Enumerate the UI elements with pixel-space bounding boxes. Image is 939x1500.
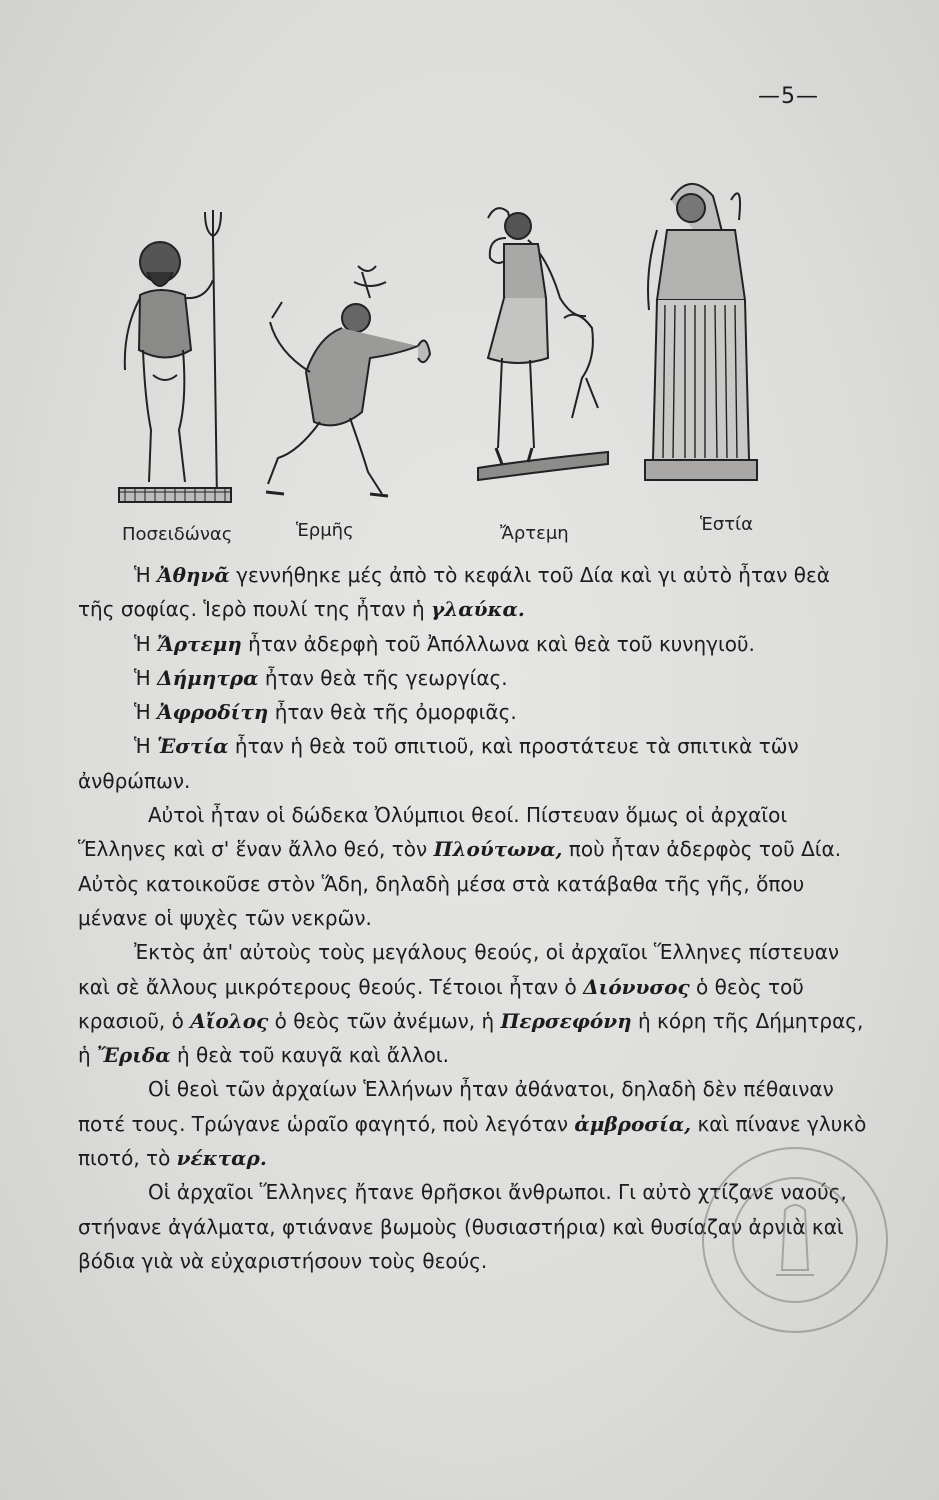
highlighted-term: Πλούτωνα,: [433, 837, 563, 862]
text-run: καὶ πίνανε γλυκὸ πιοτό, τὸ: [78, 1111, 867, 1171]
figure-caption-artemis: Ἄρτεμη: [500, 523, 569, 544]
paragraph-demeter: [78, 661, 868, 695]
paragraph-minor-gods: [78, 935, 868, 1072]
paragraph-olympians: [78, 798, 868, 935]
highlighted-term: Διόνυσος: [583, 974, 690, 999]
figure-caption-hermes: Ἑρμῆς: [296, 520, 354, 541]
text-run: Οἱ θεοὶ τῶν ἀρχαίων Ἑλλήνων ἦταν ἀθάνατοι, δηλαδὴ δὲν πέθαιναν ποτέ τους. Τρώγανε ὡραῖο φαγητό, ποὺ λεγόταν: [78, 1077, 834, 1136]
highlighted-term: Δήμητρα: [157, 665, 259, 690]
poseidon-illustration: [105, 200, 245, 510]
hermes-illustration: [258, 262, 448, 502]
highlighted-term: Περσεφόνη: [500, 1008, 632, 1033]
highlighted-term: Αἴολος: [190, 1008, 269, 1033]
text-run: Αὐτοὶ ἦταν οἱ δώδεκα Ὀλύμπιοι θεοί. Πίστευαν ὅμως οἱ ἀρχαῖοι Ἕλληνες καὶ σ' ἕναν ἄλλο θεό, τὸν: [78, 803, 788, 862]
text-run: Ἡ: [134, 563, 158, 587]
artemis-illustration: [468, 198, 618, 503]
paragraph-hestia: [78, 729, 868, 798]
figure-caption-hestia: Ἑστία: [700, 514, 753, 535]
text-run: ἦταν θεὰ τῆς ὀμορφιᾶς.: [268, 700, 517, 725]
highlighted-term: ἀμβροσία,: [574, 1111, 692, 1136]
highlighted-term: Ἀθηνᾶ: [157, 563, 230, 587]
text-run: ποὺ ἦταν ἀδερφὸς τοῦ Δία. Αὐτὸς κατοικοῦσε στὸν Ἅδη, δηλαδὴ μέσα στὰ κατάβαθα τῆς γῆς, ὅπου μένανε οἱ ψυχὲς τῶν νεκρῶν.: [78, 837, 842, 930]
text-run: Ἡ: [134, 700, 158, 725]
paragraph-athena: [78, 558, 868, 627]
text-run: Ἡ: [134, 734, 158, 759]
text-run: Ἡ: [134, 665, 158, 690]
page-number: —5—: [758, 84, 819, 109]
hestia-illustration: [635, 160, 785, 500]
highlighted-term: Ἄρτεμη: [157, 631, 242, 656]
highlighted-term: Ἔριδα: [97, 1043, 171, 1068]
figure-caption-poseidon: Ποσειδώνας: [122, 524, 233, 545]
text-run: γεννήθηκε μές ἀπὸ τὸ κεφάλι τοῦ Δία καὶ γι αὐτὸ ἦταν θεὰ τῆς σοφίας. Ἱερὸ πουλί της ἦταν ἡ: [78, 563, 830, 622]
text-run: Ἡ: [134, 631, 158, 656]
text-run: ἡ θεὰ τοῦ καυγᾶ καὶ ἄλλοι.: [170, 1043, 450, 1068]
text-run: Ἐκτὸς ἀπ' αὐτοὺς τοὺς μεγάλους θεούς, οἱ ἀρχαῖοι Ἕλληνες πίστευαν καὶ σὲ ἄλλους μικρότερους θεούς. Τέτοιοι ἦταν ὁ: [78, 940, 840, 999]
text-run: ἦταν ἡ θεὰ τοῦ σπιτιοῦ, καὶ προστάτευε τὰ σπιτικὰ τῶν ἀνθρώπων.: [78, 734, 799, 793]
text-run: ὁ θεὸς τῶν ἀνέμων, ἡ: [268, 1008, 501, 1033]
highlighted-term: γλαύκα.: [431, 597, 525, 622]
text-run: ὁ θεὸς τοῦ κρασιοῦ, ὁ: [78, 974, 804, 1033]
paragraph-artemis: [78, 627, 868, 661]
highlighted-term: Ἑστία: [157, 734, 229, 759]
text-run: Οἱ ἀρχαῖοι Ἕλληνες ἤτανε θρῆσκοι ἄνθρωποι. Γι αὐτὸ χτίζανε ναούς, στήνανε ἀγάλματα, φτιάνανε βωμοὺς (θυσιαστήρια) καὶ θυσίαζαν ἀρνιὰ καὶ βόδια γιὰ νὰ εὐχαριστήσουν τοὺς θεούς.: [78, 1180, 847, 1273]
paragraph-aphrodite: [78, 695, 868, 729]
text-run: ἦταν ἀδερφὴ τοῦ Ἀπόλλωνα καὶ θεὰ τοῦ κυνηγιοῦ.: [241, 631, 755, 656]
text-run: ἦταν θεὰ τῆς γεωργίας.: [258, 665, 508, 690]
library-stamp: [690, 1140, 900, 1344]
highlighted-term: Ἀφροδίτη: [157, 700, 269, 725]
highlighted-term: νέκταρ.: [176, 1146, 267, 1171]
text-run: ἡ κόρη τῆς Δήμητρας, ἡ: [78, 1008, 864, 1068]
